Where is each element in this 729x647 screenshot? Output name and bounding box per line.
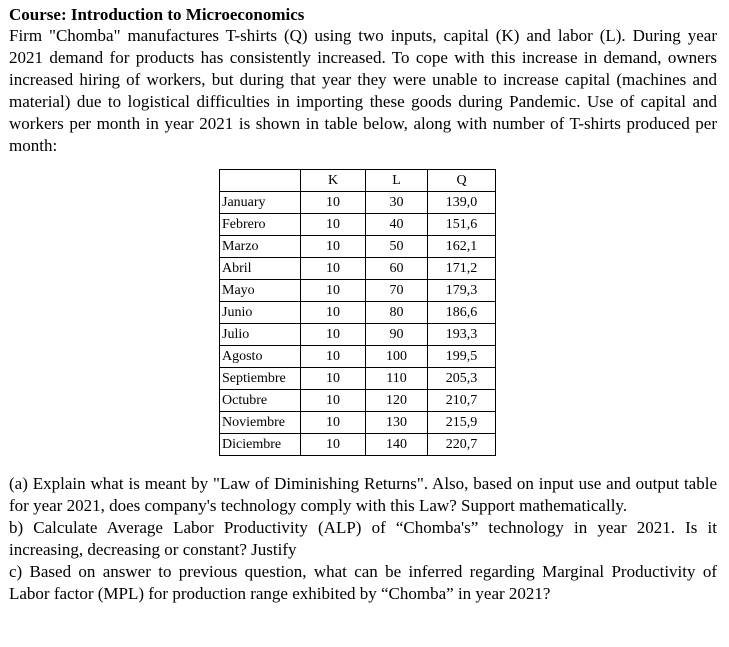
table-cell-k: 10 bbox=[301, 258, 366, 280]
table-row bbox=[220, 214, 496, 236]
table-cell-k: 10 bbox=[301, 302, 366, 324]
header-cell-q: Q bbox=[428, 170, 496, 192]
table-row bbox=[220, 302, 496, 324]
table-cell-l: 50 bbox=[366, 236, 428, 258]
table-cell-month: Mayo bbox=[220, 280, 301, 302]
table-row bbox=[220, 324, 496, 346]
table-header-row bbox=[220, 170, 496, 192]
table-row bbox=[220, 346, 496, 368]
questions-section bbox=[9, 473, 717, 605]
table-cell-month: Diciembre bbox=[220, 434, 301, 456]
header-cell-month bbox=[220, 170, 301, 192]
intro-paragraph: Firm "Chomba" manufactures T-shirts (Q) using two inputs, capital (K) and labor (L). During year 2021 demand for products has consistently increased. To cope with this increase in demand, owners increased hiring of workers, but during that year they were unable to increase capital (machines and material) due to logistical difficulties in importing these goods during Pandemic. Use of capital and workers per month in year 2021 is shown in table below, along with number of T-shirts produced per month: bbox=[9, 26, 717, 155]
table-cell-month: Febrero bbox=[220, 214, 301, 236]
table-cell-k: 10 bbox=[301, 324, 366, 346]
table-cell-l: 110 bbox=[366, 368, 428, 390]
header-cell-k: K bbox=[301, 170, 366, 192]
table-cell-q: 139,0 bbox=[428, 192, 496, 214]
document-page bbox=[9, 4, 717, 157]
table-cell-k: 10 bbox=[301, 280, 366, 302]
table-cell-month: Julio bbox=[220, 324, 301, 346]
table-row bbox=[220, 258, 496, 280]
table-cell-month: Abril bbox=[220, 258, 301, 280]
table-cell-k: 10 bbox=[301, 390, 366, 412]
production-table bbox=[219, 169, 496, 456]
table-cell-l: 40 bbox=[366, 214, 428, 236]
table-cell-q: 186,6 bbox=[428, 302, 496, 324]
course-title: Course: Introduction to Microeconomics bbox=[9, 5, 305, 24]
table-cell-l: 70 bbox=[366, 280, 428, 302]
table-cell-l: 130 bbox=[366, 412, 428, 434]
table-cell-q: 171,2 bbox=[428, 258, 496, 280]
production-table-container bbox=[219, 169, 496, 456]
table-cell-l: 120 bbox=[366, 390, 428, 412]
table-cell-q: 151,6 bbox=[428, 214, 496, 236]
table-cell-k: 10 bbox=[301, 214, 366, 236]
table-cell-q: 215,9 bbox=[428, 412, 496, 434]
table-cell-k: 10 bbox=[301, 434, 366, 456]
question-a: (a) Explain what is meant by "Law of Diminishing Returns". Also, based on input use and output table for year 2021, does company's technology comply with this Law? Support mathematically. bbox=[9, 474, 717, 515]
table-cell-k: 10 bbox=[301, 368, 366, 390]
table-cell-k: 10 bbox=[301, 192, 366, 214]
table-cell-q: 162,1 bbox=[428, 236, 496, 258]
question-c: c) Based on answer to previous question, what can be inferred regarding Marginal Productivity of Labor factor (MPL) for production range exhibited by “Chomba” in year 2021? bbox=[9, 562, 717, 603]
table-cell-month: Agosto bbox=[220, 346, 301, 368]
table-cell-l: 60 bbox=[366, 258, 428, 280]
table-row bbox=[220, 236, 496, 258]
table-cell-k: 10 bbox=[301, 236, 366, 258]
table-cell-q: 199,5 bbox=[428, 346, 496, 368]
table-cell-month: January bbox=[220, 192, 301, 214]
table-cell-q: 193,3 bbox=[428, 324, 496, 346]
table-cell-k: 10 bbox=[301, 346, 366, 368]
table-cell-q: 205,3 bbox=[428, 368, 496, 390]
table-cell-month: Marzo bbox=[220, 236, 301, 258]
table-body bbox=[220, 192, 496, 456]
table-row bbox=[220, 390, 496, 412]
table-row bbox=[220, 368, 496, 390]
table-cell-month: Junio bbox=[220, 302, 301, 324]
table-row bbox=[220, 412, 496, 434]
table-cell-q: 210,7 bbox=[428, 390, 496, 412]
question-b: b) Calculate Average Labor Productivity (ALP) of “Chomba's” technology in year 2021. Is it increasing, decreasing or constant? Justify bbox=[9, 518, 717, 559]
table-cell-l: 100 bbox=[366, 346, 428, 368]
table-cell-k: 10 bbox=[301, 412, 366, 434]
table-cell-l: 140 bbox=[366, 434, 428, 456]
table-cell-q: 179,3 bbox=[428, 280, 496, 302]
table-cell-l: 80 bbox=[366, 302, 428, 324]
table-row bbox=[220, 434, 496, 456]
table-cell-month: Septiembre bbox=[220, 368, 301, 390]
table-row bbox=[220, 192, 496, 214]
table-row bbox=[220, 280, 496, 302]
table-cell-l: 30 bbox=[366, 192, 428, 214]
table-cell-month: Octubre bbox=[220, 390, 301, 412]
header-cell-l: L bbox=[366, 170, 428, 192]
table-cell-q: 220,7 bbox=[428, 434, 496, 456]
table-cell-l: 90 bbox=[366, 324, 428, 346]
table-cell-month: Noviembre bbox=[220, 412, 301, 434]
